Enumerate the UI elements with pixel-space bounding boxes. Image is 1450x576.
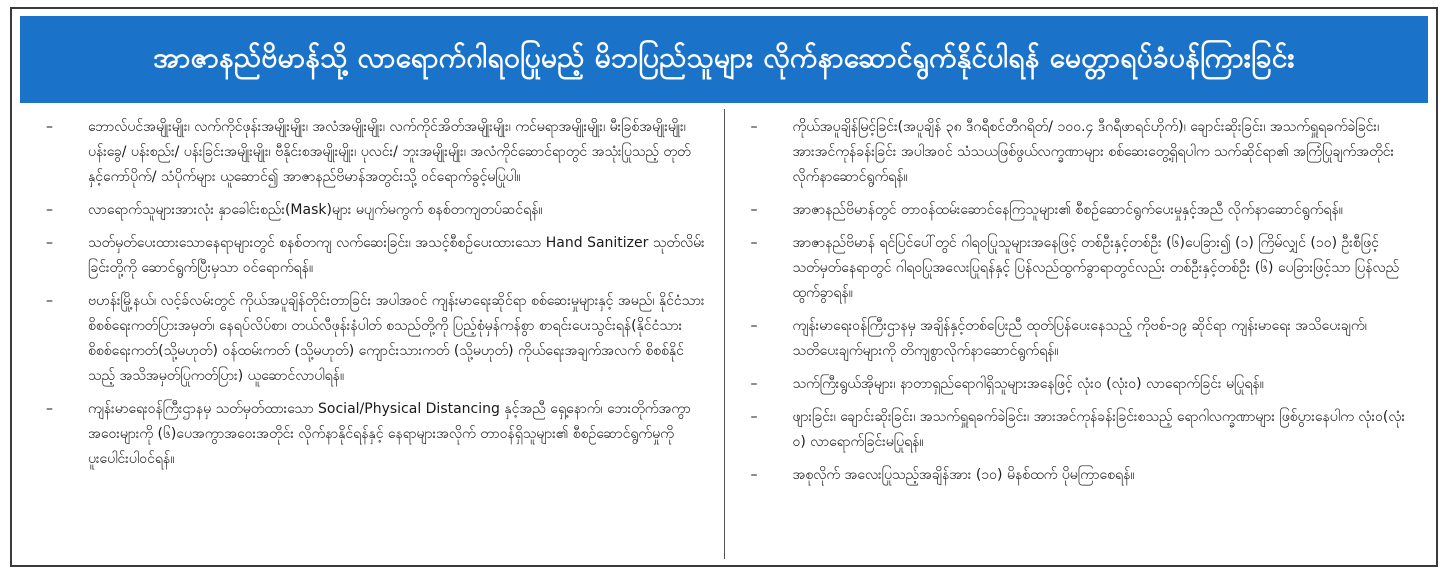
bullet-dash: – <box>750 376 758 392</box>
bullet-dash: – <box>46 401 53 417</box>
item-text: အာဇာနည်ဗိမာန် ရင်ပြင်ပေါ်တွင် ဂါရဝပြုသူများအနေဖြင့် တစ်ဦးနှင့်တစ်ဦး (၆)ပေခြား၍ (၁) ကြိမ်လျှင် (၁၀) ဦးစီဖြင့် သတ်မှတ်နေရာတွင် ဂါရဝပြုအလေးပြုရန်နှင့် ပြန်လည်ထွက်ခွာရာတွင်လည်း တစ်ဦးနှင့်တစ်ဦး (၆) ပေခြားဖြင့်သာ ပြန်လည်ထွက်ခွာရန်။ <box>792 235 1400 301</box>
item-text: ကိုယ်အပူချိန်မြင့်ခြင်း(အပူချိန် ၃၈ ဒီဂရီစင်တီဂရိတ်/ ၁၀၀.၄ ဒီဂရီဖာရင်ဟိုက်)၊ ချောင်းဆိုးခြင်း၊ အသက်ရှူရခက်ခဲခြင်း၊ အားအင်ကုန်ခန်းခြင်း အပါအဝင် သံသယဖြစ်ဖွယ်လက္ခဏာများ စစ်ဆေးတွေ့ရှိရပါက သက်ဆိုင်ရာ၏ အကြံပြုချက်အတိုင်း လိုက်နာဆောင်ရွက်ရန်။ <box>792 119 1395 185</box>
list-item <box>743 198 1411 223</box>
list-item <box>743 314 1411 364</box>
item-text: အစုလိုက် အလေးပြုသည့်အချိန်အား (၁၀) မိနစ်ထက် ပိုမကြာစေရန်။ <box>792 467 1135 483</box>
item-text: အာဇာနည်ဗိမာန်တွင် တာဝန်ထမ်းဆောင်နေကြသူများ၏ စီစဉ်ဆောင်ရွက်ပေးမှုနှင့်အညီ လိုက်နာဆောင်ရွက်ရန်။ <box>792 202 1343 218</box>
notice-frame <box>10 7 1438 567</box>
item-text: ဘောလ်ပင်အမျိုးမျိုး၊ လက်ကိုင်ဖုန်းအမျိုးမျိုး၊ အလံအမျိုးမျိုး၊ လက်ကိုင်အိတ်အမျိုးမျိုး၊ ကင်မရာအမျိုးမျိုး၊ မီးခြစ်အမျိုးမျိုး၊ ပန်းခွေ/ ပန်းစည်း/ ပန်းခြင်းအမျိုးမျိုး၊ ဗီနိုင်းစအမျိုးမျိုး၊ ပုလင်း/ ဘူးအမျိုးမျိုး၊ အလံကိုင်ဆောင်ရာတွင် အသုံးပြုသည့် တုတ်နှင့်ကော်ပိုက်/ သံပိုက်များ ယူဆောင်၍ အာဇာနည်ဗိမာန်အတွင်းသို့ ဝင်ရောက်ခွင့်မပြုပါ။ <box>88 119 691 185</box>
item-text: ဖျားခြင်း၊ ချောင်းဆိုးခြင်း၊ အသက်ရှူရခက်ခဲခြင်း၊ အားအင်ကုန်ခန်းခြင်းစသည့် ရောဂါလက္ခဏာများ ဖြစ်ပွားနေပါက လုံးဝ(လုံးဝ) လာရောက်ခြင်းမပြုရန်။ <box>792 409 1406 450</box>
list-item <box>743 115 1411 190</box>
notice-title: အာဇာနည်ဗိမာန်သို့ လာရောက်ဂါရဝပြုမည့် မိဘပြည်သူများ လိုက်နာဆောင်ရွက်နိုင်ပါရန် မေတ္တာရပ်ခံပန်ကြားခြင်း <box>153 40 1295 74</box>
bullet-dash: – <box>750 119 758 135</box>
list-item <box>38 115 706 190</box>
list-item <box>743 372 1411 397</box>
notice-body <box>20 109 1428 559</box>
item-text: သတ်မှတ်ပေးထားသောနေရာများတွင် စနစ်တကျ လက်ဆေးခြင်း၊ အသင့်စီစဉ်ပေးထားသော Hand Sanitizer သုတ်လိမ်းခြင်းတို့ကို ဆောင်ရွက်ပြီးမှသာ ဝင်ရောက်ရန်။ <box>88 235 705 276</box>
bullet-dash: – <box>750 409 758 425</box>
list-item <box>38 397 706 472</box>
list-item <box>38 231 706 281</box>
right-column <box>724 109 1429 559</box>
bullet-dash: – <box>750 467 758 483</box>
list-item <box>38 289 706 389</box>
item-text: ဗဟန်းမြို့နယ်၊ လင့်ခ်လမ်းတွင် ကိုယ်အပူချိန်တိုင်းတာခြင်း အပါအဝင် ကျန်းမာရေးဆိုင်ရာ စစ်ဆေးမှုများနှင့် အမည်၊ နိုင်ငံသားစိစစ်ရေးကတ်ပြားအမှတ်၊ နေရပ်လိပ်စာ၊ တယ်လီဖုန်းနံပါတ် စသည်တို့ကို ပြည့်စုံမှန်ကန်စွာ စာရင်းပေးသွင်းရန်(နိုင်ငံသားစိစစ်ရေးကတ်(သို့မဟုတ်) ဝန်ထမ်းကတ် (သို့မဟုတ်) ကျောင်းသားကတ် (သို့မဟုတ်) ကိုယ်ရေးအချက်အလက် စိစစ်နိုင်သည့် အသိအမှတ်ပြုကတ်ပြား) ယူဆောင်လာပါရန်။ <box>88 293 705 384</box>
item-text: ကျန်းမာရေးဝန်ကြီးဌာနမှ အချိန်နှင့်တစ်ပြေးညီ ထုတ်ပြန်ပေးနေသည့် ကိုဗစ်-၁၉ ဆိုင်ရာ ကျန်းမာရေး အသိပေးချက်၊ သတိပေးချက်များကို တိကျစွာလိုက်နာဆောင်ရွက်ရန်။ <box>792 318 1367 359</box>
list-item <box>743 231 1411 306</box>
bullet-dash: – <box>750 202 758 218</box>
title-banner <box>20 16 1428 103</box>
item-text: သက်ကြီးရွယ်အိုများ၊ နာတာရှည်ရောဂါရှိသူများအနေဖြင့် လုံးဝ (လုံးဝ) လာရောက်ခြင်း မပြုရန်။ <box>792 376 1264 392</box>
bullet-dash: – <box>46 293 53 309</box>
bullet-dash: – <box>46 119 53 135</box>
item-text: လာရောက်သူများအားလုံး နှာခေါင်းစည်း(Mask)များ မပျက်မကွက် စနစ်တကျတပ်ဆင်ရန်။ <box>88 202 543 218</box>
bullet-dash: – <box>750 235 758 251</box>
left-column <box>20 109 724 559</box>
list-item <box>743 463 1411 488</box>
bullet-dash: – <box>46 235 53 251</box>
bullet-dash: – <box>750 318 758 334</box>
item-text: ကျန်းမာရေးဝန်ကြီးဌာနမှ သတ်မှတ်ထားသော Social/Physical Distancing နှင့်အညီ ရှေ့နောက်၊ ဘေးတိုက်အကွာအဝေးများကို (၆)ပေအကွာအဝေးအတိုင်း လိုက်နာနိုင်ရန်နှင့် နေရာများအလိုက် တာဝန်ရှိသူများ၏ စီစဉ်ဆောင်ရွက်မှုကို ပူးပေါင်းပါဝင်ရန်။ <box>88 401 691 467</box>
list-item <box>38 198 706 223</box>
bullet-dash: – <box>46 202 53 218</box>
list-item <box>743 405 1411 455</box>
